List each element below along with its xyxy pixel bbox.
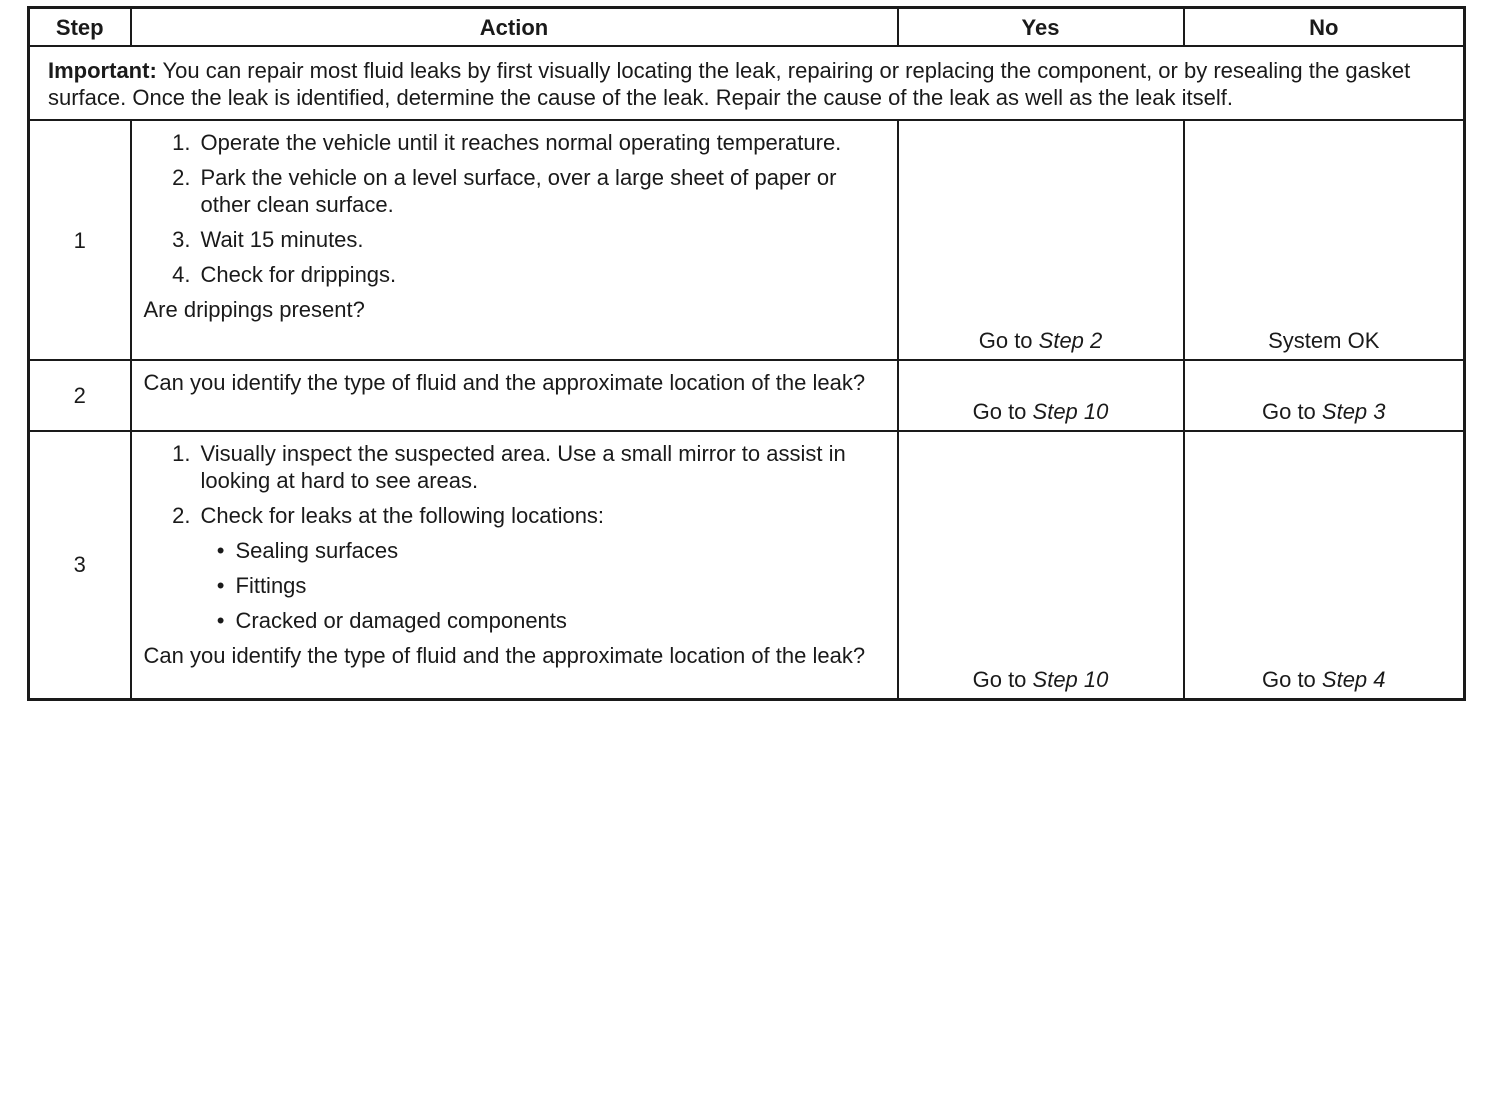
list-item [144, 164, 883, 218]
list-item [144, 502, 883, 529]
table-row [29, 431, 1465, 699]
yes-result [898, 120, 1184, 360]
action-question: Can you identify the type of fluid and the approximate location of the leak? [143, 643, 866, 668]
list-item-text: Visually inspect the suspected area. Use a small mirror to assist in looking at hard to see areas. [200, 441, 846, 493]
action-cell [131, 120, 898, 360]
action-question: Are drippings present? [143, 297, 365, 322]
list-item-number: 2. [172, 503, 191, 528]
action-question: Can you identify the type of fluid and the approximate location of the leak? [143, 370, 866, 395]
important-note [29, 46, 1465, 120]
list-item [144, 440, 883, 494]
list-item-number: 1. [172, 441, 191, 466]
bullet-text: Sealing surfaces [235, 538, 399, 563]
important-label: Important: [48, 58, 157, 83]
header-no: No [1184, 8, 1465, 47]
step-number: 2 [29, 360, 131, 431]
yes-step-link[interactable]: Step 10 [1032, 666, 1109, 692]
location-bullet-list [144, 537, 883, 634]
step-number: 3 [29, 431, 131, 699]
yes-step-link[interactable]: Step 10 [1032, 399, 1109, 424]
important-row [29, 46, 1465, 120]
list-item-text: Check for drippings. [200, 262, 397, 287]
action-list [144, 440, 883, 529]
header-action: Action [131, 8, 898, 47]
yes-prefix: Go to [972, 666, 1033, 692]
important-text: You can repair most fluid leaks by first visually locating the leak, repairing or replacing the component, or by resealing the gasket surface. Once the leak is identified, determine the cause of the leak. Repair the cause of the leak as well as the leak itself. [48, 58, 1411, 110]
bullet-text: Fittings [235, 573, 307, 598]
table-row [29, 120, 1465, 360]
no-prefix: Go to [1261, 666, 1322, 692]
no-result [1184, 360, 1465, 431]
header-row [29, 8, 1465, 47]
list-item-text: Park the vehicle on a level surface, over a large sheet of paper or other clean surface. [200, 165, 837, 217]
bullet-item [144, 572, 883, 599]
table-row [29, 360, 1465, 431]
no-step-link[interactable]: Step 4 [1321, 666, 1386, 692]
list-item-number: 2. [172, 165, 191, 190]
no-result [1184, 120, 1465, 360]
no-step-link[interactable]: Step 3 [1321, 399, 1386, 424]
diagnostic-table [27, 6, 1466, 701]
list-item-number: 4. [172, 262, 191, 287]
list-item [144, 261, 883, 288]
list-item [144, 129, 883, 156]
header-step: Step [29, 8, 131, 47]
bullet-icon: • [216, 538, 225, 563]
action-cell [131, 431, 898, 699]
no-prefix: Go to [1261, 399, 1322, 424]
list-item-text: Operate the vehicle until it reaches normal operating temperature. [200, 130, 842, 155]
action-cell [131, 360, 898, 431]
bullet-text: Cracked or damaged components [235, 608, 567, 633]
bullet-item [144, 537, 883, 564]
header-yes: Yes [898, 8, 1184, 47]
bullet-icon: • [216, 573, 225, 598]
yes-prefix: Go to [972, 399, 1033, 424]
no-result-text: System OK [1268, 328, 1380, 353]
bullet-icon: • [216, 608, 225, 633]
list-item-number: 3. [172, 227, 191, 252]
action-list [144, 129, 883, 288]
yes-result [898, 431, 1184, 699]
diagnostic-table-sheet [27, 6, 1463, 701]
yes-prefix: Go to [978, 328, 1039, 353]
bullet-item [144, 607, 883, 634]
list-item-text: Check for leaks at the following locations: [200, 503, 605, 528]
list-item-number: 1. [172, 130, 191, 155]
yes-step-link[interactable]: Step 2 [1038, 328, 1103, 353]
list-item [144, 226, 883, 253]
list-item-text: Wait 15 minutes. [200, 227, 364, 252]
yes-result [898, 360, 1184, 431]
no-result [1184, 431, 1465, 699]
step-number: 1 [29, 120, 131, 360]
